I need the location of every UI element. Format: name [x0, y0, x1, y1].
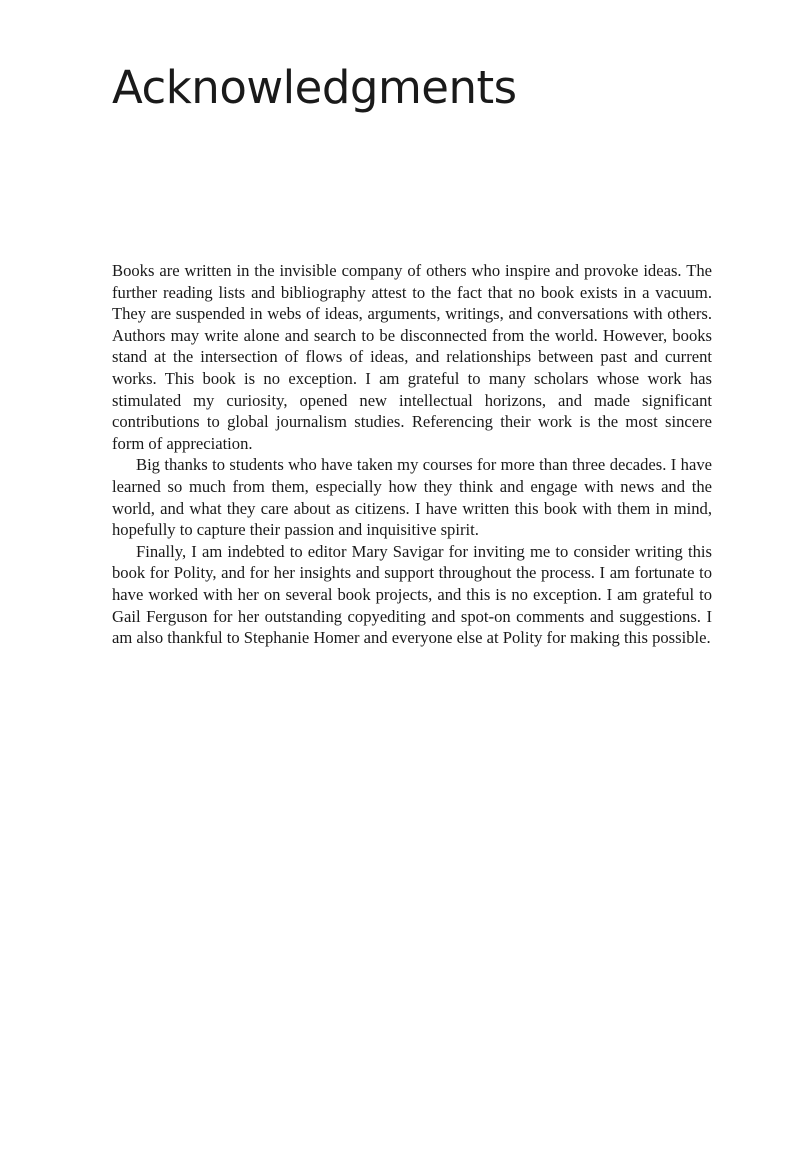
paragraph-3: Finally, I am indebted to editor Mary Savigar for inviting me to consider writing this book for Polity, and for her insights and support throughout the process. I am fortunate to have worked with her on several book projects, and this is no exception. I am grateful to Gail Ferguson for her outstanding copyediting and spot-on comments and suggestions. I am also thankful to Stephanie Homer and everyone else at Polity for making this possible. [112, 541, 712, 648]
paragraph-2: Big thanks to students who have taken my courses for more than three decades. I have learned so much from them, especially how they think and engage with news and the world, and what they care about as citizens. I have written this book with them in mind, hopefully to capture their passion and inquisitive spirit. [112, 455, 712, 540]
paragraph-1: Books are written in the invisible company of others who inspire and provoke ideas. The further reading lists and bibliography attest to the fact that no book exists in a vacuum. They are suspended in webs of ideas, arguments, writings, and conversations with others. Authors may write alone and search to be disconnected from the world. However, books stand at the intersection of flows of ideas, and relationships between past and current works. This book is no exception. I am grateful to many scholars whose work has stimulated my curiosity, opened new intellectual horizons, and made significant contributions to global journalism studies. Referencing their work is the most sincere form of appreciation. [112, 261, 712, 453]
page-title: Acknowledgments [112, 61, 517, 114]
acknowledgments-body [112, 260, 712, 649]
